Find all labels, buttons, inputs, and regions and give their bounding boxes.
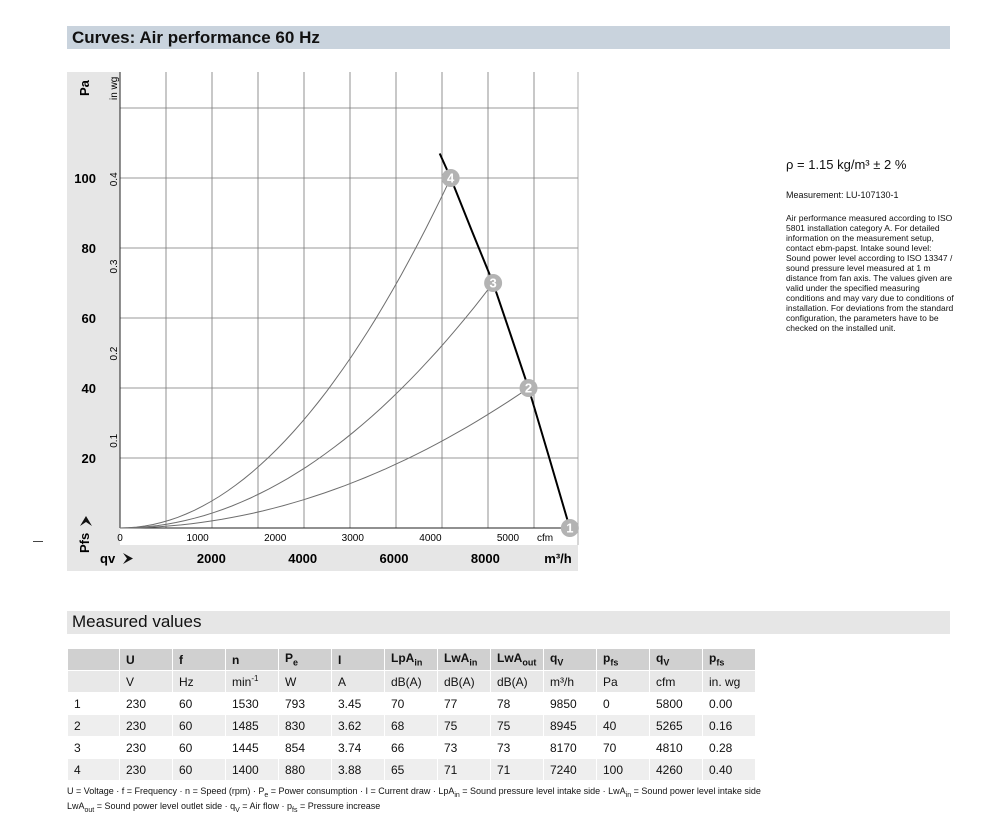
table-header-cell: $p_{fs}$: [597, 649, 650, 671]
table-cell: 75: [438, 715, 491, 737]
table-header-cell: LwA$_{in}$: [438, 649, 491, 671]
table-cell: 71: [438, 759, 491, 781]
table-cell: 70: [597, 737, 650, 759]
table-unit-cell: V: [120, 671, 173, 693]
x-tick-cfm-0: 0: [117, 533, 123, 544]
table-cell: 60: [173, 693, 226, 715]
table-cell: 73: [438, 737, 491, 759]
x-tick-cfm-3000: 3000: [341, 533, 364, 544]
table-cell: 60: [173, 759, 226, 781]
table-header-cell: U: [120, 649, 173, 671]
table-cell: 75: [491, 715, 544, 737]
table-cell: 9850: [544, 693, 597, 715]
x-unit-m3h: m³/h: [544, 551, 572, 566]
table-row: [68, 693, 756, 715]
table-cell: 60: [173, 715, 226, 737]
table-header-cell: $q_V$: [544, 649, 597, 671]
operating-point-label-4: 4: [447, 170, 455, 186]
x-tick-m3h-8000: 8000: [470, 551, 500, 566]
table-cell: 78: [491, 693, 544, 715]
x-tick-cfm-2000: 2000: [264, 533, 287, 544]
x-axis-band: [67, 545, 578, 571]
table-row: [68, 715, 756, 737]
table-cell: 71: [491, 759, 544, 781]
x-axis-label-qv: qv: [100, 551, 116, 566]
table-cell: 230: [120, 737, 173, 759]
table-cell: 8170: [544, 737, 597, 759]
measured-values-table: [67, 648, 756, 781]
table-cell: 4260: [650, 759, 703, 781]
table-cell: 4810: [650, 737, 703, 759]
density-label: ρ = 1.15 kg/m³ ± 2 %: [786, 157, 907, 172]
table-cell: 830: [279, 715, 332, 737]
table-header-cell: [68, 649, 120, 671]
y-tick-pa-60: 60: [81, 311, 96, 326]
table-unit-cell: Pa: [597, 671, 650, 693]
table-unit-cell: in. wg: [703, 671, 756, 693]
side-mark: [33, 541, 43, 542]
table-header-cell: $P_e$: [279, 649, 332, 671]
table-cell: 880: [279, 759, 332, 781]
y-unit-pa: Pa: [77, 80, 92, 96]
y-tick-pa-40: 40: [81, 381, 96, 396]
table-unit-cell: [68, 671, 120, 693]
table-unit-cell: dB(A): [385, 671, 438, 693]
table-cell: 0.28: [703, 737, 756, 759]
measurement-description: Air performance measured according to ISO 5801 installation category A. For detailed information on the measurement setup, contact ebm-papst. Intake sound level: Sound power level according to ISO 13347 / sound pressure level measured at 1 m distance from fan axis. The values given are valid under the specified measuring conditions and may vary due to conditions of installation. For deviations from the standard configuration, the parameters have to be checked on the installed unit.: [786, 213, 954, 333]
table-header-cell: I: [332, 649, 385, 671]
table-row: [68, 737, 756, 759]
table-cell: 230: [120, 759, 173, 781]
table-cell: 3.88: [332, 759, 385, 781]
table-cell: 230: [120, 693, 173, 715]
table-cell: 1400: [226, 759, 279, 781]
table-cell: 854: [279, 737, 332, 759]
table-cell: 73: [491, 737, 544, 759]
table-cell: 7240: [544, 759, 597, 781]
table-cell: 3: [68, 737, 120, 759]
table-header-row: [68, 649, 756, 671]
table-header-cell: $q_V$: [650, 649, 703, 671]
y-axis-label-pfs: Pfs: [77, 532, 92, 553]
y-tick-inwg-0.2: 0.2: [109, 346, 120, 361]
operating-point-label-1: 1: [566, 520, 574, 536]
table-cell: 3.74: [332, 737, 385, 759]
table-cell: 1: [68, 693, 120, 715]
y-tick-pa-100: 100: [74, 171, 96, 186]
table-unit-cell: dB(A): [491, 671, 544, 693]
table-cell: 230: [120, 715, 173, 737]
y-tick-pa-20: 20: [81, 451, 96, 466]
curves-section-title: Curves: Air performance 60 Hz: [72, 28, 320, 47]
table-cell: 3.45: [332, 693, 385, 715]
table-cell: 66: [385, 737, 438, 759]
table-unit-row: [68, 671, 756, 693]
y-tick-inwg-0.4: 0.4: [109, 172, 120, 187]
y-unit-inwg: in wg: [109, 76, 120, 100]
table-cell: 3.62: [332, 715, 385, 737]
table-cell: 793: [279, 693, 332, 715]
table-header-cell: f: [173, 649, 226, 671]
table-cell: 1530: [226, 693, 279, 715]
table-cell: 4: [68, 759, 120, 781]
table-header-cell: n: [226, 649, 279, 671]
table-header-cell: $p_{fs}$: [703, 649, 756, 671]
operating-point-label-3: 3: [489, 275, 497, 291]
table-cell: 0.16: [703, 715, 756, 737]
x-tick-m3h-6000: 6000: [379, 551, 409, 566]
table-unit-cell: cfm: [650, 671, 703, 693]
table-cell: 60: [173, 737, 226, 759]
table-cell: 68: [385, 715, 438, 737]
table-cell: 1485: [226, 715, 279, 737]
table-cell: 0: [597, 693, 650, 715]
table-row: [68, 759, 756, 781]
x-tick-m3h-4000: 4000: [288, 551, 318, 566]
x-tick-cfm-1000: 1000: [186, 533, 209, 544]
measurement-id: Measurement: LU-107130-1: [786, 190, 899, 200]
table-unit-cell: dB(A): [438, 671, 491, 693]
legend-line-1: U = Voltage · f = Frequency · n = Speed $(rpm) \cdot P_e$ = Power consumption · I = Current draw · LpA$_{in}$ = Sound pressure level intake side · LwA$_{in}$ = Sound power level intake side: [67, 786, 761, 799]
table-cell: 8945: [544, 715, 597, 737]
operating-point-label-2: 2: [524, 380, 533, 396]
y-tick-inwg-0.1: 0.1: [109, 433, 120, 448]
x-tick-cfm-4000: 4000: [419, 533, 442, 544]
measured-section-header: [67, 611, 950, 634]
x-tick-cfm-5000: 5000: [496, 533, 520, 544]
table-cell: 0.40: [703, 759, 756, 781]
y-tick-pa-80: 80: [81, 241, 96, 256]
legend-line-2: LwA$_{out}$ = Sound power level outlet side · $q_V$ = Air flow · $p_{fs}$ = Pressure increase: [67, 801, 381, 814]
table-unit-cell: Hz: [173, 671, 226, 693]
table-cell: 65: [385, 759, 438, 781]
table-cell: 40: [597, 715, 650, 737]
y-tick-inwg-0.3: 0.3: [109, 259, 120, 274]
table-cell: 100: [597, 759, 650, 781]
measured-section-title: Measured values: [72, 612, 202, 631]
table-header-cell: LwA$_{out}$: [491, 649, 544, 671]
table-cell: 5800: [650, 693, 703, 715]
table-unit-cell: W: [279, 671, 332, 693]
table-cell: 1445: [226, 737, 279, 759]
x-tick-m3h-2000: 2000: [196, 551, 226, 566]
table-cell: 70: [385, 693, 438, 715]
table-unit-cell: m³/h: [544, 671, 597, 693]
table-cell: 2: [68, 715, 120, 737]
table-cell: 5265: [650, 715, 703, 737]
table-header-cell: LpA$_{in}$: [385, 649, 438, 671]
table-cell: 0.00: [703, 693, 756, 715]
x-unit-cfm: cfm: [536, 533, 554, 544]
table-unit-cell: $\min^{-1}$: [226, 671, 279, 693]
table-unit-cell: A: [332, 671, 385, 693]
plot-area: [120, 72, 578, 528]
table-cell: 77: [438, 693, 491, 715]
